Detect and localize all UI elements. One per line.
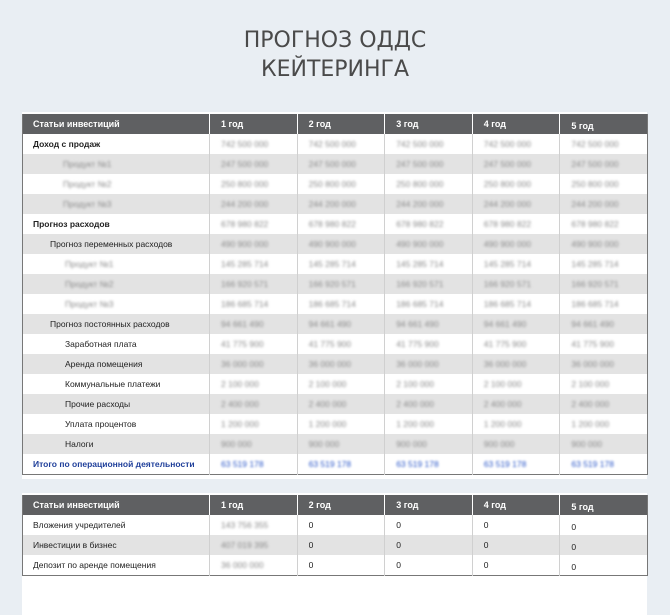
value-cell	[385, 294, 473, 314]
value-text: 1 200 000	[483, 419, 522, 429]
value-text: 900 000	[571, 439, 603, 449]
row-label	[23, 334, 210, 354]
value-text: 0	[396, 559, 401, 570]
value-cell	[297, 454, 385, 474]
value-cell	[560, 314, 648, 334]
page-title-line-2: КЕЙТЕРИНГА	[260, 57, 410, 82]
value-text: 250 800 000	[571, 179, 619, 189]
report-sheet	[22, 112, 647, 615]
value-text: 0	[308, 520, 314, 530]
value-text: 742 500 000	[396, 139, 444, 149]
value-cell	[297, 274, 385, 294]
value-text: 244 200 000	[571, 199, 619, 209]
value-text: 36 000 000	[396, 359, 439, 369]
value-cell	[210, 234, 298, 254]
table-row	[23, 294, 648, 314]
table-row	[23, 174, 648, 194]
value-text: 2 100 000	[483, 379, 522, 389]
value-text: 678 980 822	[571, 219, 619, 229]
table-row	[23, 194, 648, 214]
value-cell	[385, 214, 473, 234]
row-label	[23, 314, 210, 334]
value-text: 900 000	[396, 439, 427, 449]
value-text: 247 500 000	[221, 159, 269, 169]
row-label-text: Продукт №1	[63, 159, 112, 169]
value-cell	[472, 194, 560, 214]
value-text: 1 200 000	[571, 419, 610, 429]
value-text: 490 900 000	[308, 239, 356, 249]
value-text: 0	[308, 559, 314, 570]
value-text: 41 775 900	[221, 339, 264, 349]
value-text: 678 980 822	[308, 219, 356, 229]
value-cell	[210, 314, 298, 334]
table-row	[23, 394, 648, 414]
value-text: 63 519 178	[308, 458, 352, 469]
value-text: 900 000	[483, 439, 515, 449]
value-text: 166 920 571	[308, 279, 356, 289]
value-text: 94 661 490	[221, 319, 264, 329]
value-text: 166 920 571	[221, 279, 269, 289]
column-header: Статьи инвестиций	[23, 114, 210, 134]
value-cell	[472, 234, 560, 254]
value-text: 145 285 714	[483, 259, 532, 269]
value-cell	[210, 555, 298, 575]
table-row	[23, 555, 648, 575]
value-cell	[472, 314, 560, 334]
value-text: 186 685 714	[396, 299, 444, 309]
investment-table	[22, 495, 647, 576]
value-text: 145 285 714	[396, 259, 444, 269]
column-header: 1 год	[210, 495, 298, 515]
value-cell	[560, 434, 648, 454]
value-text: 678 980 822	[483, 219, 532, 229]
row-label	[23, 214, 210, 234]
value-cell	[210, 394, 298, 414]
value-text: 247 500 000	[308, 159, 356, 169]
value-cell	[560, 535, 648, 555]
column-header: Статьи инвестиций	[23, 495, 210, 515]
row-label-text: Вложения учредителей	[33, 520, 126, 530]
row-label-text: Прогноз постоянных расходов	[50, 319, 170, 329]
value-text: 742 500 000	[483, 139, 532, 149]
value-text: 41 775 900	[483, 339, 527, 349]
value-text: 742 500 000	[308, 139, 356, 149]
value-text: 250 800 000	[483, 179, 532, 189]
table-row	[23, 354, 648, 374]
value-cell	[297, 414, 385, 434]
table-header-row	[23, 114, 648, 134]
value-cell	[297, 394, 385, 414]
value-text: 250 800 000	[308, 179, 356, 189]
row-label	[23, 354, 210, 374]
column-header: 1 год	[210, 114, 298, 134]
value-cell	[297, 374, 385, 394]
table-row	[23, 374, 648, 394]
value-cell	[560, 194, 648, 214]
row-label	[23, 555, 210, 575]
value-cell	[385, 535, 473, 555]
row-label	[23, 414, 210, 434]
value-cell	[210, 154, 298, 174]
column-header: 3 год	[385, 114, 473, 134]
value-text: 2 100 000	[571, 379, 610, 389]
value-cell	[560, 515, 648, 535]
value-text: 2 400 000	[308, 399, 347, 409]
row-label-text: Прочие расходы	[65, 399, 131, 409]
value-cell	[472, 154, 560, 174]
column-header: 2 год	[297, 495, 385, 515]
value-cell	[560, 334, 648, 354]
row-label	[23, 454, 210, 474]
table-row	[23, 234, 648, 254]
value-text: 490 900 000	[396, 239, 444, 249]
value-cell	[297, 234, 385, 254]
row-label	[23, 434, 210, 454]
value-text: 742 500 000	[221, 139, 269, 149]
value-cell	[385, 154, 473, 174]
value-cell	[297, 214, 385, 234]
value-cell	[560, 234, 648, 254]
value-text: 41 775 900	[571, 339, 614, 349]
value-text: 2 100 000	[308, 379, 347, 389]
value-cell	[210, 194, 298, 214]
table-row	[23, 254, 648, 274]
value-text: 145 285 714	[308, 259, 356, 269]
value-cell	[210, 254, 298, 274]
value-cell	[385, 515, 473, 535]
value-text: 407 019 395	[221, 540, 269, 550]
value-cell	[210, 214, 298, 234]
value-text: 36 000 000	[483, 359, 527, 369]
value-cell	[385, 174, 473, 194]
row-label	[23, 174, 210, 194]
row-label-text: Налоги	[65, 439, 94, 449]
row-label-text: Заработная плата	[65, 339, 137, 349]
value-text: 247 500 000	[396, 159, 444, 169]
operating-cashflow-table	[22, 114, 647, 475]
row-label-text: Итого по операционной деятельности	[33, 458, 195, 469]
value-cell	[297, 194, 385, 214]
value-cell	[210, 274, 298, 294]
value-cell	[210, 414, 298, 434]
value-cell	[385, 454, 473, 474]
row-label	[23, 254, 210, 274]
value-text: 0	[396, 520, 401, 530]
value-text: 0	[571, 522, 577, 532]
value-cell	[297, 314, 385, 334]
value-text: 36 000 000	[308, 359, 352, 369]
value-cell	[385, 194, 473, 214]
row-label-text: Продукт №3	[63, 199, 112, 209]
value-cell	[560, 555, 648, 575]
table-row	[23, 134, 648, 154]
value-text: 678 980 822	[396, 219, 444, 229]
value-cell	[472, 454, 560, 474]
value-cell	[385, 555, 473, 575]
page-title	[0, 26, 670, 84]
row-label	[23, 134, 210, 154]
column-header: 3 год	[385, 495, 473, 515]
value-cell	[297, 535, 385, 555]
row-label-text: Продукт №3	[65, 299, 114, 309]
row-label	[23, 274, 210, 294]
row-label	[23, 294, 210, 314]
value-cell	[297, 515, 385, 535]
row-label	[23, 154, 210, 174]
column-header: 4 год	[472, 114, 560, 134]
value-text: 2 400 000	[221, 399, 259, 409]
value-cell	[385, 414, 473, 434]
table-row	[23, 434, 648, 454]
value-cell	[560, 454, 648, 474]
value-cell	[210, 535, 298, 555]
table-row	[23, 214, 648, 234]
value-cell	[210, 334, 298, 354]
value-text: 0	[571, 561, 577, 572]
value-text: 186 685 714	[221, 299, 269, 309]
row-label	[23, 394, 210, 414]
row-label	[23, 515, 210, 535]
value-text: 244 200 000	[396, 199, 444, 209]
value-cell	[560, 154, 648, 174]
value-cell	[472, 434, 560, 454]
section-divider	[22, 479, 647, 493]
value-cell	[385, 374, 473, 394]
table-row	[23, 314, 648, 334]
value-text: 36 000 000	[221, 359, 264, 369]
value-text: 166 920 571	[396, 279, 444, 289]
row-label-text: Прогноз переменных расходов	[50, 239, 173, 249]
value-text: 94 661 490	[396, 319, 439, 329]
value-text: 36 000 000	[221, 559, 264, 570]
value-cell	[210, 354, 298, 374]
value-cell	[210, 454, 298, 474]
value-text: 0	[483, 540, 489, 550]
value-cell	[472, 394, 560, 414]
table-row	[23, 535, 648, 555]
value-text: 63 519 178	[221, 458, 264, 469]
value-cell	[472, 134, 560, 154]
value-text: 247 500 000	[571, 159, 619, 169]
value-cell	[560, 214, 648, 234]
row-label	[23, 234, 210, 254]
value-cell	[297, 154, 385, 174]
value-cell	[560, 294, 648, 314]
column-header: 5 год	[560, 495, 648, 515]
row-label-text: Депозит по аренде помещения	[33, 559, 156, 570]
row-label-text: Аренда помещения	[65, 359, 143, 369]
table-row	[23, 454, 648, 474]
value-text: 900 000	[308, 439, 340, 449]
table-row	[23, 274, 648, 294]
value-cell	[560, 254, 648, 274]
value-cell	[210, 174, 298, 194]
value-cell	[210, 134, 298, 154]
page-title-line-1: ПРОГНОЗ ОДДС	[243, 28, 427, 53]
value-text: 63 519 178	[483, 458, 527, 469]
value-cell	[297, 555, 385, 575]
value-cell	[560, 394, 648, 414]
table-row	[23, 515, 648, 535]
value-text: 2 400 000	[483, 399, 522, 409]
value-cell	[472, 354, 560, 374]
value-cell	[560, 274, 648, 294]
value-text: 250 800 000	[396, 179, 444, 189]
row-label	[23, 374, 210, 394]
value-text: 244 200 000	[483, 199, 532, 209]
row-label-text: Доход с продаж	[33, 139, 101, 149]
value-cell	[385, 254, 473, 274]
value-cell	[297, 294, 385, 314]
value-cell	[560, 414, 648, 434]
value-cell	[297, 434, 385, 454]
column-header: 5 год	[560, 114, 648, 134]
value-cell	[472, 555, 560, 575]
value-text: 0	[483, 520, 489, 530]
table-header-row	[23, 495, 648, 515]
value-text: 490 900 000	[571, 239, 619, 249]
value-text: 244 200 000	[308, 199, 356, 209]
value-text: 145 285 714	[221, 259, 269, 269]
value-cell	[472, 535, 560, 555]
value-text: 186 685 714	[308, 299, 356, 309]
value-text: 2 400 000	[571, 399, 610, 409]
row-label-text: Продукт №2	[65, 279, 114, 289]
value-text: 0	[483, 559, 489, 570]
value-text: 2 400 000	[396, 399, 435, 409]
value-cell	[297, 134, 385, 154]
value-cell	[385, 394, 473, 414]
value-text: 94 661 490	[571, 319, 614, 329]
value-cell	[472, 334, 560, 354]
value-text: 250 800 000	[221, 179, 269, 189]
value-text: 166 920 571	[483, 279, 532, 289]
value-text: 94 661 490	[483, 319, 527, 329]
value-text: 0	[571, 542, 577, 552]
value-text: 490 900 000	[221, 239, 269, 249]
value-text: 186 685 714	[571, 299, 619, 309]
value-cell	[472, 414, 560, 434]
value-cell	[297, 174, 385, 194]
value-cell	[385, 234, 473, 254]
value-cell	[297, 354, 385, 374]
value-text: 41 775 900	[308, 339, 352, 349]
table-row	[23, 414, 648, 434]
value-text: 186 685 714	[483, 299, 532, 309]
value-text: 94 661 490	[308, 319, 352, 329]
row-label-text: Продукт №1	[65, 259, 114, 269]
value-cell	[210, 434, 298, 454]
value-text: 2 100 000	[396, 379, 435, 389]
value-text: 678 980 822	[221, 219, 269, 229]
value-cell	[472, 294, 560, 314]
value-text: 247 500 000	[483, 159, 532, 169]
value-text: 900 000	[221, 439, 252, 449]
table-row	[23, 154, 648, 174]
column-header: 2 год	[297, 114, 385, 134]
value-cell	[385, 334, 473, 354]
value-cell	[472, 174, 560, 194]
value-cell	[472, 515, 560, 535]
row-label	[23, 194, 210, 214]
row-label-text: Уплата процентов	[65, 419, 137, 429]
value-text: 143 756 355	[221, 520, 269, 530]
value-cell	[472, 274, 560, 294]
value-cell	[210, 294, 298, 314]
value-cell	[385, 134, 473, 154]
value-cell	[385, 354, 473, 374]
value-cell	[385, 434, 473, 454]
value-text: 1 200 000	[308, 419, 347, 429]
value-text: 0	[396, 540, 401, 550]
value-cell	[297, 334, 385, 354]
value-text: 36 000 000	[571, 359, 614, 369]
value-text: 145 285 714	[571, 259, 619, 269]
value-cell	[560, 374, 648, 394]
value-cell	[210, 515, 298, 535]
value-text: 2 100 000	[221, 379, 259, 389]
value-cell	[472, 214, 560, 234]
row-label-text: Инвестиции в бизнес	[33, 540, 117, 550]
value-text: 166 920 571	[571, 279, 619, 289]
column-header: 4 год	[472, 495, 560, 515]
value-cell	[472, 254, 560, 274]
value-cell	[297, 254, 385, 274]
row-label-text: Прогноз расходов	[33, 219, 110, 229]
value-cell	[560, 354, 648, 374]
value-text: 490 900 000	[483, 239, 532, 249]
value-cell	[385, 274, 473, 294]
value-cell	[385, 314, 473, 334]
value-cell	[472, 374, 560, 394]
value-cell	[560, 134, 648, 154]
value-text: 1 200 000	[396, 419, 435, 429]
row-label	[23, 535, 210, 555]
value-text: 0	[308, 540, 314, 550]
value-cell	[210, 374, 298, 394]
value-text: 63 519 178	[571, 458, 614, 469]
value-text: 1 200 000	[221, 419, 259, 429]
value-cell	[560, 174, 648, 194]
table-row	[23, 334, 648, 354]
row-label-text: Коммунальные платежи	[65, 379, 161, 389]
value-text: 244 200 000	[221, 199, 269, 209]
row-label-text: Продукт №2	[63, 179, 112, 189]
value-text: 63 519 178	[396, 458, 439, 469]
value-text: 742 500 000	[571, 139, 619, 149]
value-text: 41 775 900	[396, 339, 439, 349]
